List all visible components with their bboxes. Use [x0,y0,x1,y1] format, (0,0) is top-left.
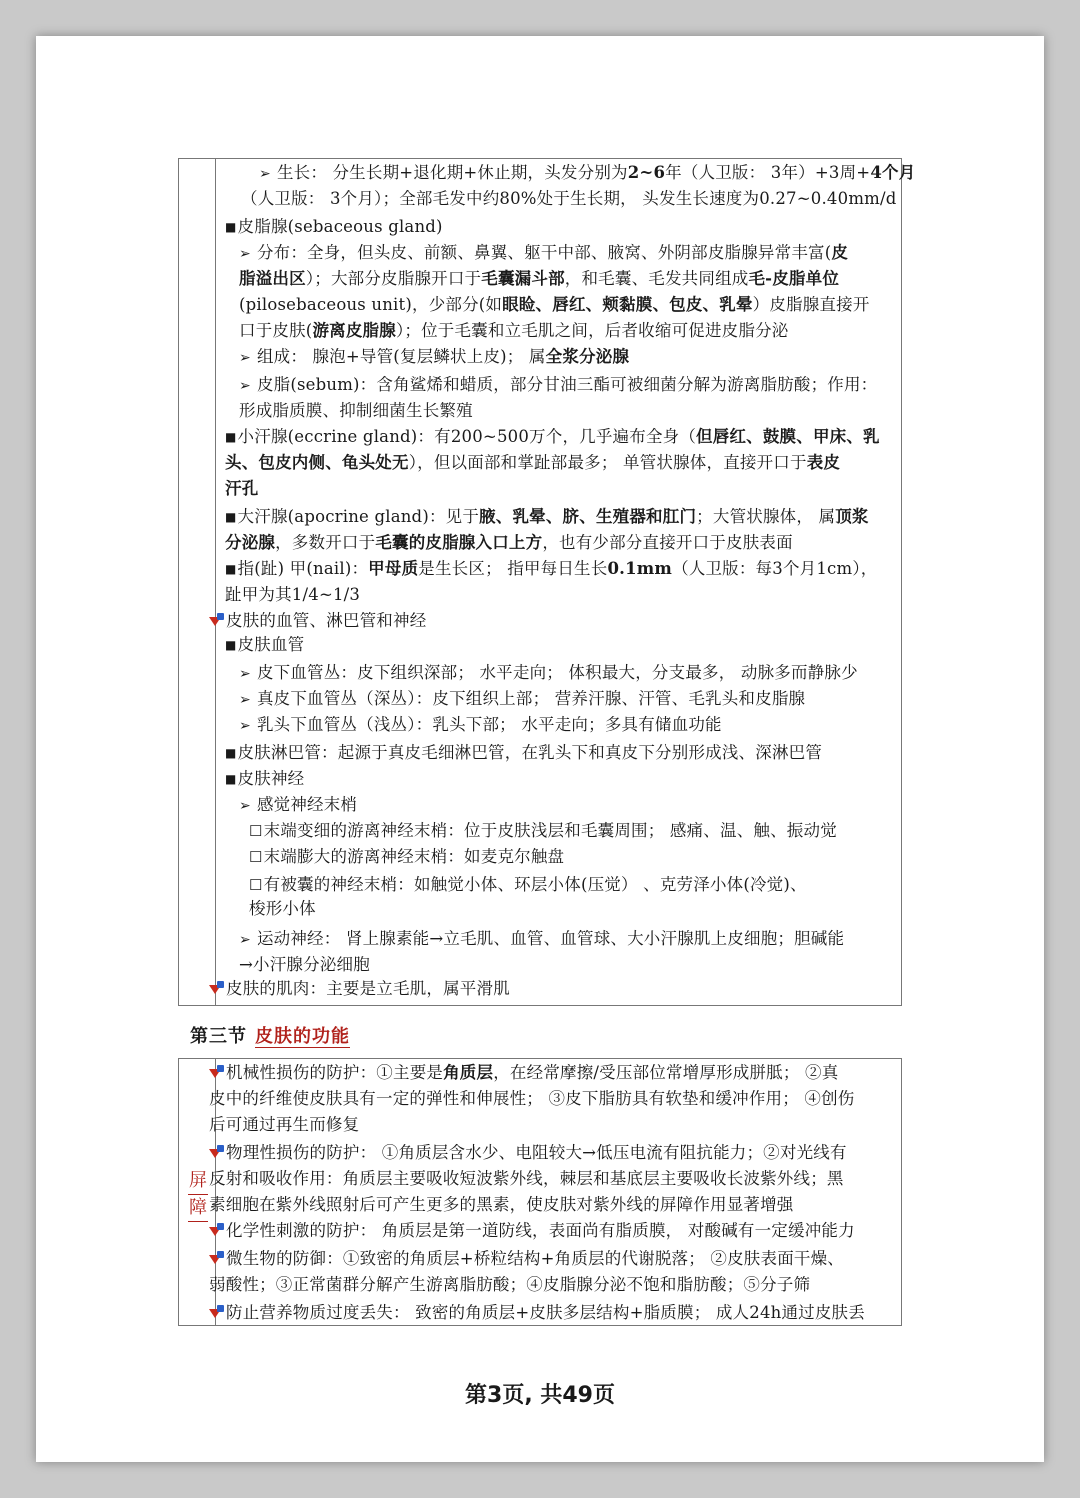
text-line [225,427,880,448]
text-segment: (pilosebaceous unit)，少部分(如 [239,295,503,314]
text-line [239,243,848,264]
bold-text: 分泌腺 [225,533,276,552]
text-line [241,189,897,209]
bullet-arrow-icon [209,1064,225,1080]
text-line [239,715,722,736]
text-line [209,1143,847,1163]
text-line [259,163,915,184]
text-segment: 末端变细的游离神经末梢：位于皮肤浅层和毛囊周围； 感痛、温、触、振动觉 [263,821,837,840]
text-segment: 皮肤血管 [237,635,305,654]
text-line [225,507,869,528]
text-segment: 机械性损伤的防护：①主要是 [226,1063,444,1082]
text-line [249,899,316,919]
text-segment: ，也有少部分直接开口于皮肤表面 [542,533,793,552]
side-label-char: 屏 [188,1168,208,1195]
text-line [239,401,473,421]
text-line [239,321,789,341]
text-segment: ；大管状腺体， 属 [696,507,836,526]
content-table-skin-function [178,1058,902,1326]
text-segment: 末端膨大的游离神经末梢：如麦克尔触盘 [263,847,565,866]
section-heading [190,1022,350,1048]
text-segment: 形成脂质膜、抑制细菌生长繁殖 [239,401,473,420]
text-line [225,559,878,580]
text-segment: 后可通过再生而修复 [209,1115,360,1134]
text-line [249,875,807,895]
text-segment: 分布：全身，但头皮、前额、鼻翼、躯干中部、腋窝、外阴部皮脂腺异常丰富( [256,243,832,262]
bullet-arrow-icon [209,1144,225,1160]
text-line [225,217,443,238]
text-segment: 皮下血管丛：皮下组织深部； 水平走向； 体积最大，分支最多， 动脉多而静脉少 [256,663,858,682]
text-segment: 运动神经： 肾上腺素能→立毛肌、血管、血管球、大小汗腺肌上皮细胞；胆碱能 [256,929,845,948]
text-line [209,1089,855,1109]
bold-text: 甲母质 [368,559,419,578]
text-segment: 有被囊的神经末梢：如触觉小体、环层小体(压觉） 、克劳泽小体(冷觉)、 [263,875,807,894]
bold-text: 脂溢出区 [239,269,306,288]
bold-text: 头、包皮内侧、龟头处无 [225,453,409,472]
text-segment: 生长： 分生长期+退化期+休止期，头发分别为 [276,163,628,182]
bullet-arrow-icon [209,1304,225,1320]
text-segment: 防止营养物质过度丢失： 致密的角质层+皮肤多层结构+脂质膜； 成人24h通过皮肤丢 [226,1303,865,1322]
text-segment: 感觉神经末梢 [256,795,358,814]
text-line [209,1303,865,1323]
text-segment: 组成： 腺泡+导管(复层鳞状上皮)； 属 [256,347,546,366]
bullet-arrow-icon [209,612,225,628]
text-segment: 微生物的防御：①致密的角质层+桥粒结构+角质层的代谢脱落； ②皮肤表面干燥、 [226,1249,844,1268]
text-segment: （人卫版：每3个月1cm）， [672,559,878,578]
text-segment: （人卫版： 3个月）；全部毛发中约80%处于生长期， 头发生长速度为0.27~0.40mm/d [241,189,897,208]
text-segment: 弱酸性；③正常菌群分解产生游离脂肪酸；④皮脂腺分泌不饱和脂肪酸；⑤分子筛 [209,1275,811,1294]
text-segment: 物理性损伤的防护： ①角质层含水少、电阻较大→低压电流有阻抗能力；②对光线有 [226,1143,847,1162]
text-line [209,1169,844,1189]
text-segment: 皮肤神经 [237,769,305,788]
bold-text: 角质层 [443,1063,494,1082]
text-segment: 皮肤的肌肉：主要是立毛肌，属平滑肌 [226,979,510,998]
bold-text: 毛-皮脂单位 [748,269,840,288]
text-segment: ，和毛囊、毛发共同组成 [564,269,749,288]
text-line [209,1063,838,1083]
text-segment: 是生长区； 指甲每日生长 [418,559,608,578]
text-line [209,611,426,631]
text-line [225,479,258,499]
bold-text: 游离皮脂腺 [312,321,396,340]
bold-text: 但唇红、鼓膜、甲床、乳 [696,427,880,446]
text-segment: 指(趾) 甲(nail)： [237,559,369,578]
text-line [209,1115,359,1135]
bold-text: 表皮 [806,453,841,472]
text-segment: 皮中的纤维使皮肤具有一定的弹性和伸展性； ③皮下脂肪具有软垫和缓冲作用； ④创伤 [209,1089,855,1108]
text-segment: ）；大部分皮脂腺开口于 [305,269,482,288]
bold-text: 皮 [831,243,849,262]
bold-text: 腋、乳晕、脐、生殖器和肛门 [479,507,697,526]
text-segment: 化学性刺激的防护： 角质层是第一道防线，表面尚有脂质膜， 对酸碱有一定缓冲能力 [226,1221,855,1240]
page-number-footer: 第3页, 共49页 [465,1383,615,1408]
text-line [239,929,844,950]
text-segment: 素细胞在紫外线照射后可产生更多的黑素，使皮肤对紫外线的屏障作用显著增强 [209,1195,794,1214]
text-segment: 乳头下血管丛（浅丛）：乳头下部； 水平走向；多具有储血功能 [256,715,722,734]
section-number: 第三节 [190,1026,247,1047]
text-segment: 反射和吸收作用：角质层主要吸收短波紫外线，棘层和基底层主要吸收长波紫外线；黑 [209,1169,844,1188]
bold-text: 毛囊的皮脂腺入口上方 [375,533,543,552]
bold-text: 0.1mm [607,559,673,578]
text-line [239,955,370,975]
bold-text: 2~6 [627,163,666,182]
text-segment: ，在经常摩擦/受压部位常增厚形成胼胝； ②真 [493,1063,839,1082]
text-line [239,663,858,684]
text-line [249,821,837,841]
text-line [225,769,304,790]
text-line [209,1195,794,1215]
section-title: 皮肤的功能 [255,1026,350,1047]
text-segment: 皮脂(sebum)：含角鲨烯和蜡质，部分甘油三酯可被细菌分解为游离脂肪酸；作用： [256,375,878,394]
text-line [209,1221,855,1241]
text-segment: 小汗腺(eccrine gland)：有200~500万个，几乎遍布全身（ [237,427,697,446]
text-line [239,269,839,289]
bold-text: 顶浆 [835,507,869,526]
text-segment: ）皮脂腺直接开 [752,295,870,314]
bold-text: 毛囊漏斗部 [481,269,565,288]
text-line [209,979,510,999]
text-segment: →小汗腺分泌细胞 [239,955,370,974]
text-segment: 皮肤淋巴管：起源于真皮毛细淋巴管，在乳头下和真皮下分别形成浅、深淋巴管 [237,743,823,762]
text-segment: 皮脂腺(sebaceous gland) [237,217,443,236]
bullet-arrow-icon [209,1250,225,1266]
text-segment: 真皮下血管丛（深丛）：皮下组织上部； 营养汗腺、汗管、毛乳头和皮脂腺 [256,689,806,708]
bold-text: 4个月 [870,163,916,182]
text-line [239,689,805,710]
text-segment: ），但以面部和掌趾部最多； 单管状腺体，直接开口于 [408,453,807,472]
text-segment: 趾甲为其1/4~1/3 [225,585,361,604]
text-line [209,1275,810,1295]
text-segment: 梭形小体 [249,899,316,918]
bullet-arrow-icon [209,1222,225,1238]
text-line [225,743,822,764]
bold-text: 汗孔 [225,479,259,498]
text-line [239,375,877,396]
text-line [239,347,629,368]
barrier-side-label [188,1168,208,1222]
table-left-column [179,159,216,1005]
text-line [225,585,360,605]
text-segment: 口于皮肤( [239,321,313,340]
text-line [225,453,840,473]
text-segment: 年（人卫版： 3年）+3周+ [665,163,871,182]
document-page [36,36,1044,1462]
text-line [249,847,564,867]
bullet-arrow-icon [209,980,225,996]
text-line [225,635,304,656]
content-table-skin-structure [178,158,916,1006]
bold-text: 眼睑、唇红、颊黏膜、包皮、乳晕 [502,295,753,314]
text-line [225,533,793,553]
text-line [209,1249,844,1269]
text-segment: 大汗腺(apocrine gland)：见于 [237,507,480,526]
bold-text: 全浆分泌腺 [545,347,630,366]
text-segment: ，多数开口于 [275,533,376,552]
text-line [239,795,357,816]
text-line [239,295,870,315]
text-segment: ）；位于毛囊和立毛肌之间，后者收缩可促进皮脂分泌 [395,321,789,340]
side-label-char: 障 [188,1195,208,1222]
text-segment: 皮肤的血管、淋巴管和神经 [226,611,427,630]
